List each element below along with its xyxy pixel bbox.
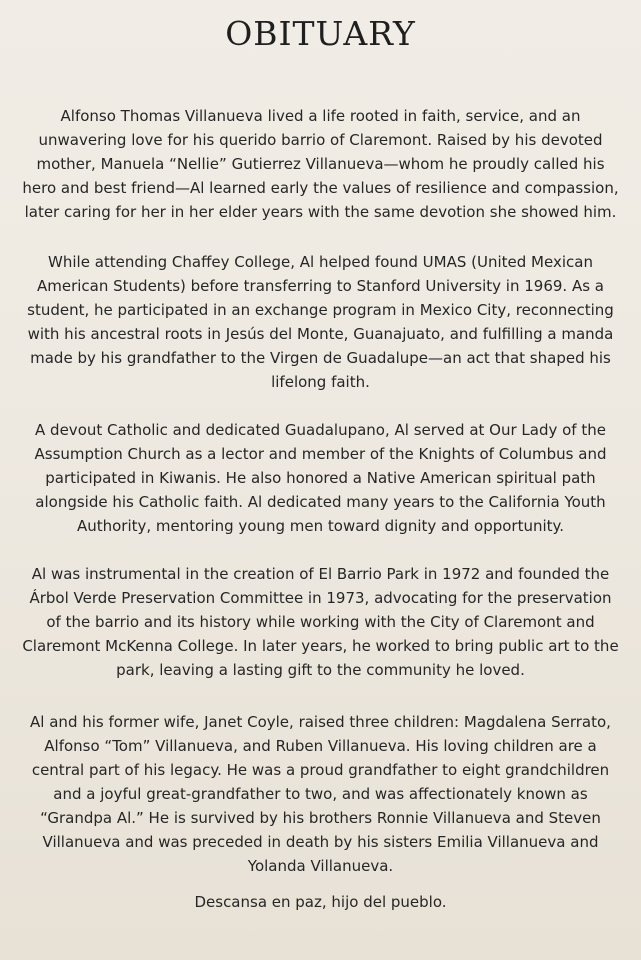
closing-line: Descansa en paz, hijo del pueblo. — [194, 893, 447, 911]
paragraph-faith-service: A devout Catholic and dedicated Guadalupano, Al served at Our Lady of the Assumption Church as a lector and member of the Knights of Columbus and participated in Kiwanis. He also honored a Native American spiritual path alongside his Catholic faith. Al dedicated many years to the California Youth Authority, mentoring young men toward dignity and opportunity. — [34, 421, 607, 535]
page-title: OBITUARY — [225, 14, 416, 53]
paragraph-early-life: Alfonso Thomas Villanueva lived a life rooted in faith, service, and an unwavering love for his querido barrio of Claremont. Raised by his devoted mother, Manuela “Nellie” Gutierrez Villanueva—whom he proudly called his hero and best friend—Al learned early the values of resilience and compassion, later caring for her in her elder years with the same devotion she showed him. — [22, 107, 619, 221]
paragraph-community: Al was instrumental in the creation of El Barrio Park in 1972 and founded the Árbol Verde Preservation Committee in 1973, advocating for the preservation of the barrio and its history while working with the City of Claremont and Claremont McKenna College. In later years, he worked to bring public art to the park, leaving a lasting gift to the community he loved. — [22, 565, 619, 679]
paragraph-family: Al and his former wife, Janet Coyle, raised three children: Magdalena Serrato, Alfonso “Tom” Villanueva, and Ruben Villanueva. His loving children are a central part of his legacy. He was a proud grandfather to eight grandchildren and a joyful great-grandfather to two, and was affectionately known as “Grandpa Al.” He is survived by his brothers Ronnie Villanueva and Steven Villanueva and was preceded in death by his sisters Emilia Villanueva and Yolanda Villanueva. — [30, 713, 611, 875]
paragraph-education: While attending Chaffey College, Al helped found UMAS (United Mexican American Students) before transferring to Stanford University in 1969. As a student, he participated in an exchange program in Mexico City, reconnecting with his ancestral roots in Jesús del Monte, Guanajuato, and fulfilling a manda made by his grandfather to the Virgen de Guadalupe—an act that shaped his lifelong faith. — [27, 253, 614, 391]
